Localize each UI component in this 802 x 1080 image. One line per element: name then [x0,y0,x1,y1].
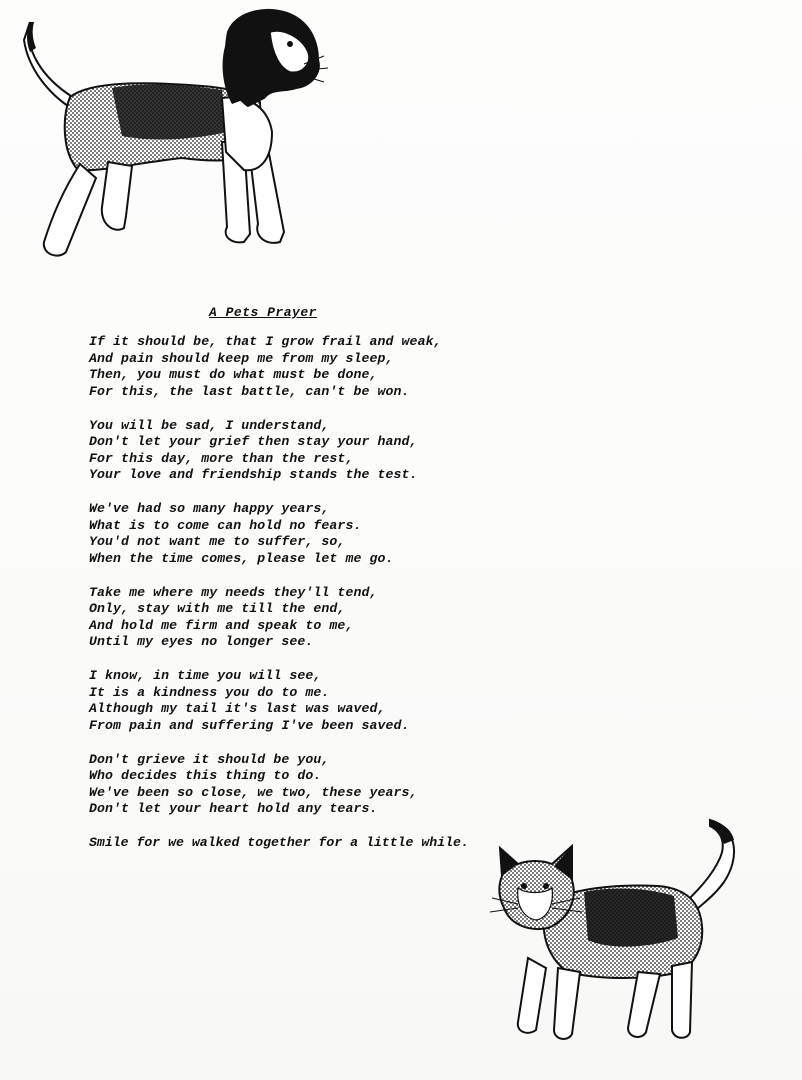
poem-line: And hold me firm and speak to me, [89,617,354,633]
poem-line: I know, in time you will see, [89,668,322,683]
poem-line: Don't let your grief then stay your hand, [89,434,418,449]
dog-illustration [22,2,332,274]
poem-line: When the time comes, please let me go. [89,550,394,566]
stanza-4 [89,585,609,651]
poem-line: Don't grieve it should be you, [89,751,330,767]
poem-line: You will be sad, I understand, [89,417,330,433]
stanza-5 [89,668,609,734]
poem-line: Your love and friendship stands the test. [89,467,418,482]
poem-line: You'd not want me to suffer, so, [89,534,346,549]
stanza-1 [89,334,609,400]
poem-line: If it should be, that I grow frail and weak, [89,334,442,349]
cat-illustration [488,808,748,1058]
poem-line: What is to come can hold no fears. [89,517,362,533]
poem-line: From pain and suffering I've been saved. [89,717,410,733]
poem-line: Only, stay with me till the end, [89,601,346,616]
poem-line: For this, the last battle, can't be won. [89,383,410,399]
poem-body [89,334,609,852]
poem-title: A Pets Prayer [209,305,317,320]
stanza-2 [89,418,609,484]
poem-line: It is a kindness you do to me. [89,684,330,700]
poem-line: We've had so many happy years, [89,501,330,516]
poem-line: Until my eyes no longer see. [89,634,314,649]
poem-line: For this day, more than the rest, [89,450,354,466]
poem-line: We've been so close, we two, these years, [89,784,418,800]
poem-line: Although my tail it's last was waved, [89,701,386,716]
poem-line: Take me where my needs they'll tend, [89,584,378,600]
poem-line: And pain should keep me from my sleep, [89,350,394,366]
stanza-3 [89,501,609,567]
poem-line: Who decides this thing to do. [89,768,322,783]
poem-line: Then, you must do what must be done, [89,367,378,382]
poem-line: Don't let your heart hold any tears. [89,801,378,816]
closing-line: Smile for we walked together for a little while. [89,835,469,850]
